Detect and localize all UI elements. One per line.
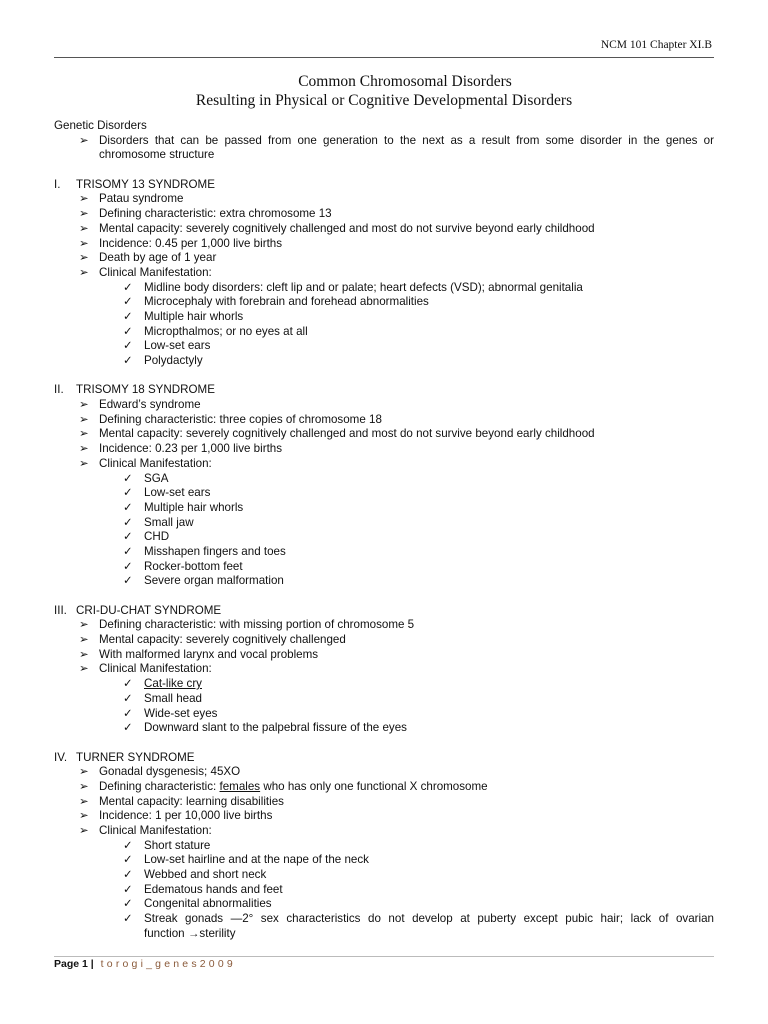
- list-item-text: Defining characteristic: three copies of chromosome 18: [99, 412, 382, 426]
- spacer: [54, 369, 714, 384]
- list-item-text: Mental capacity: learning disabilities: [99, 794, 284, 808]
- arrow-bullet-icon: ➢: [79, 427, 89, 441]
- list-item-text: Defining characteristic: extra chromosome 13: [99, 207, 332, 221]
- checkmark-icon: ✓: [123, 721, 133, 735]
- list-item-text: Clinical Manifestation:: [99, 265, 212, 279]
- check-item: [54, 912, 714, 927]
- check-item: [54, 325, 714, 340]
- spacer: [54, 163, 714, 178]
- check-item-text: Webbed and short neck: [144, 868, 267, 882]
- checkmark-icon: ✓: [123, 559, 133, 573]
- check-item: [54, 530, 714, 545]
- arrow-bullet-icon: ➢: [79, 236, 89, 250]
- check-item-text: CHD: [144, 530, 170, 544]
- check-item: [54, 486, 714, 501]
- spacer: [54, 589, 714, 604]
- list-item: [54, 457, 714, 472]
- section-number: IV.: [54, 750, 68, 764]
- list-item-text: Death by age of 1 year: [99, 251, 217, 265]
- list-item-text: Clinical Manifestation:: [99, 824, 212, 837]
- check-item-text: Low-set hairline and at the nape of the neck: [144, 853, 369, 867]
- list-item-text: Incidence: 1 per 10,000 live births: [99, 809, 273, 823]
- checkmark-icon: ✓: [123, 324, 133, 338]
- list-item-text: Mental capacity: severely cognitively challenged and most do not survive beyond early childhood: [99, 221, 595, 235]
- list-item-text: Defining characteristic: with missing portion of chromosome 5: [99, 618, 415, 632]
- checkmark-icon: ✓: [123, 280, 133, 294]
- check-item: [54, 560, 714, 575]
- list-item: [54, 648, 714, 663]
- check-item-text: Polydactyly: [144, 354, 203, 367]
- footer-separator: |: [90, 958, 94, 970]
- section-title: TURNER SYNDROME: [76, 750, 195, 764]
- checkmark-icon: ✓: [123, 544, 133, 558]
- check-item-text: Small head: [144, 691, 203, 705]
- arrow-bullet-icon: ➢: [79, 794, 89, 808]
- list-item-text: Patau syndrome: [99, 192, 184, 206]
- list-item-text: Incidence: 0.45 per 1,000 live births: [99, 236, 283, 250]
- check-item: [54, 692, 714, 707]
- check-item: [54, 354, 714, 369]
- checkmark-icon: ✓: [123, 354, 133, 367]
- section-title: CRI-DU-CHAT SYNDROME: [76, 603, 222, 617]
- check-item: [54, 853, 714, 868]
- checkmark-icon: ✓: [123, 500, 133, 514]
- section-number: III.: [54, 603, 67, 617]
- document-body: [54, 119, 714, 942]
- list-item: [54, 222, 714, 237]
- check-item-text: Rocker-bottom feet: [144, 559, 243, 573]
- arrow-bullet-icon: ➢: [79, 779, 89, 793]
- check-item-text: Microcephaly with forebrain and forehead abnormalities: [144, 295, 429, 309]
- check-item: [54, 339, 714, 354]
- list-item: [54, 237, 714, 252]
- checkmark-icon: ✓: [123, 897, 133, 911]
- checkmark-icon: ✓: [123, 677, 133, 691]
- list-item: [54, 618, 714, 633]
- arrow-bullet-icon: ➢: [79, 133, 89, 147]
- arrow-bullet-icon: ➢: [79, 221, 89, 235]
- check-item: [54, 310, 714, 325]
- list-item: [54, 413, 714, 428]
- list-item-text: Mental capacity: severely cognitively challenged and most do not survive beyond early childhood: [99, 427, 595, 441]
- list-item: [54, 134, 714, 149]
- check-item: [54, 868, 714, 883]
- arrow-bullet-icon: ➢: [79, 633, 89, 647]
- section-title: TRISOMY 13 SYNDROME: [76, 177, 215, 191]
- arrow-bullet-icon: ➢: [79, 809, 89, 823]
- check-item: [54, 677, 714, 692]
- list-item: [54, 765, 714, 780]
- section-heading: [54, 604, 714, 619]
- checkmark-icon: ✓: [123, 515, 133, 529]
- arrow-bullet-icon: ➢: [79, 265, 89, 279]
- list-item: [54, 251, 714, 266]
- check-item-text: Low-set ears: [144, 486, 211, 500]
- check-item-text: Downward slant to the palpebral fissure of the eyes: [144, 721, 407, 735]
- intro-heading: Genetic Disorders: [54, 119, 147, 132]
- checkmark-icon: ✓: [123, 530, 133, 544]
- arrow-bullet-icon: ➢: [79, 765, 89, 779]
- check-item-text: Multiple hair whorls: [144, 500, 244, 514]
- list-item: [54, 780, 714, 795]
- arrow-bullet-icon: ➢: [79, 442, 89, 456]
- list-item: [54, 398, 714, 413]
- arrow-bullet-icon: ➢: [79, 824, 89, 837]
- check-item-text: Midline body disorders: cleft lip and or palate; heart defects (VSD); abnormal genitalia: [144, 280, 583, 294]
- check-item-text: Streak gonads —2° sex characteristics do not develop at puberty except pubic hair; lack of ovarian: [144, 912, 714, 926]
- check-item: [54, 545, 714, 560]
- checkmark-icon: ✓: [123, 574, 133, 588]
- checkmark-icon: ✓: [123, 912, 133, 926]
- check-item: [54, 516, 714, 531]
- header-divider: [54, 57, 714, 58]
- checkmark-icon: ✓: [123, 706, 133, 720]
- list-item: [54, 207, 714, 222]
- list-item: [54, 809, 714, 824]
- underlined-term: females: [219, 779, 261, 793]
- check-item: [54, 295, 714, 310]
- list-item: [54, 266, 714, 281]
- list-item-text: Gonadal dysgenesis; 45XO: [99, 765, 241, 779]
- list-item-text: Edward’s syndrome: [99, 398, 201, 412]
- check-item: [54, 574, 714, 589]
- arrow-bullet-icon: ➢: [79, 251, 89, 265]
- check-item-text: Edematous hands and feet: [144, 882, 283, 896]
- footer-signature: torogi_genes2009: [100, 958, 236, 970]
- check-item-text: Small jaw: [144, 515, 194, 529]
- list-item-text: Disorders that can be passed from one generation to the next as a result from some disorder in the genes or: [99, 133, 714, 147]
- list-item-text: With malformed larynx and vocal problems: [99, 647, 319, 661]
- list-item-text: who has only one functional X chromosome: [260, 779, 488, 793]
- arrow-bullet-icon: ➢: [79, 207, 89, 221]
- page-number: Page 1: [54, 958, 88, 970]
- arrow-bullet-icon: ➢: [79, 412, 89, 426]
- check-item-text: Short stature: [144, 838, 211, 852]
- checkmark-icon: ✓: [123, 853, 133, 867]
- check-item-text: Cat-like cry: [144, 677, 202, 691]
- list-item-continuation: chromosome structure: [99, 148, 215, 162]
- arrow-bullet-icon: ➢: [79, 456, 89, 470]
- page-footer: [54, 958, 236, 970]
- document-title-line1: Common Chromosomal Disorders: [298, 73, 512, 90]
- list-item: [54, 427, 714, 442]
- list-item: [54, 824, 714, 839]
- checkmark-icon: ✓: [123, 471, 133, 485]
- check-item-text: Severe organ malformation: [144, 574, 284, 588]
- checkmark-icon: ✓: [123, 309, 133, 323]
- arrow-bullet-icon: ➢: [79, 618, 89, 632]
- check-item-text: Multiple hair whorls: [144, 309, 244, 323]
- list-item: [54, 633, 714, 648]
- list-item-text: Clinical Manifestation:: [99, 456, 212, 470]
- check-item-text: SGA: [144, 471, 169, 485]
- list-item: [54, 795, 714, 810]
- check-item: [54, 721, 714, 736]
- list-item: [54, 662, 714, 677]
- list-item-text: Defining characteristic:: [99, 779, 220, 793]
- arrow-bullet-icon: ➢: [79, 647, 89, 661]
- checkmark-icon: ✓: [123, 295, 133, 309]
- check-item-text: Congenital abnormalities: [144, 897, 272, 911]
- check-item: [54, 883, 714, 898]
- arrow-bullet-icon: ➢: [79, 662, 89, 676]
- list-item-text: Clinical Manifestation:: [99, 662, 212, 676]
- section-heading: [54, 178, 714, 193]
- section-number: I.: [54, 177, 61, 191]
- running-head: NCM 101 Chapter XI.B: [600, 39, 712, 51]
- arrow-bullet-icon: ➢: [79, 398, 89, 412]
- checkmark-icon: ✓: [123, 691, 133, 705]
- check-item: [54, 707, 714, 722]
- list-item-text: Mental capacity: severely cognitively challenged: [99, 633, 346, 647]
- list-item-text: Incidence: 0.23 per 1,000 live births: [99, 442, 283, 456]
- checkmark-icon: ✓: [123, 838, 133, 852]
- checkmark-icon: ✓: [123, 486, 133, 500]
- spacer: [54, 736, 714, 751]
- footer-divider: [54, 956, 714, 957]
- check-item: [54, 897, 714, 912]
- check-item-text: Misshapen fingers and toes: [144, 544, 286, 558]
- list-item: [54, 442, 714, 457]
- check-item: [54, 281, 714, 296]
- section-title: TRISOMY 18 SYNDROME: [76, 383, 215, 397]
- check-item: [54, 472, 714, 487]
- check-item-text: Micropthalmos; or no eyes at all: [144, 324, 308, 338]
- section-heading: [54, 383, 714, 398]
- checkmark-icon: ✓: [123, 882, 133, 896]
- check-item: [54, 501, 714, 516]
- document-title-line2: Resulting in Physical or Cognitive Developmental Disorders: [195, 92, 573, 109]
- check-item-text: Wide-set eyes: [144, 706, 218, 720]
- check-item-continuation: function →sterility: [144, 926, 236, 940]
- check-item-text: Low-set ears: [144, 339, 211, 353]
- arrow-bullet-icon: ➢: [79, 192, 89, 206]
- checkmark-icon: ✓: [123, 339, 133, 353]
- check-item: [54, 839, 714, 854]
- list-item: [54, 192, 714, 207]
- section-number: II.: [54, 383, 64, 397]
- section-heading: [54, 751, 714, 766]
- checkmark-icon: ✓: [123, 868, 133, 882]
